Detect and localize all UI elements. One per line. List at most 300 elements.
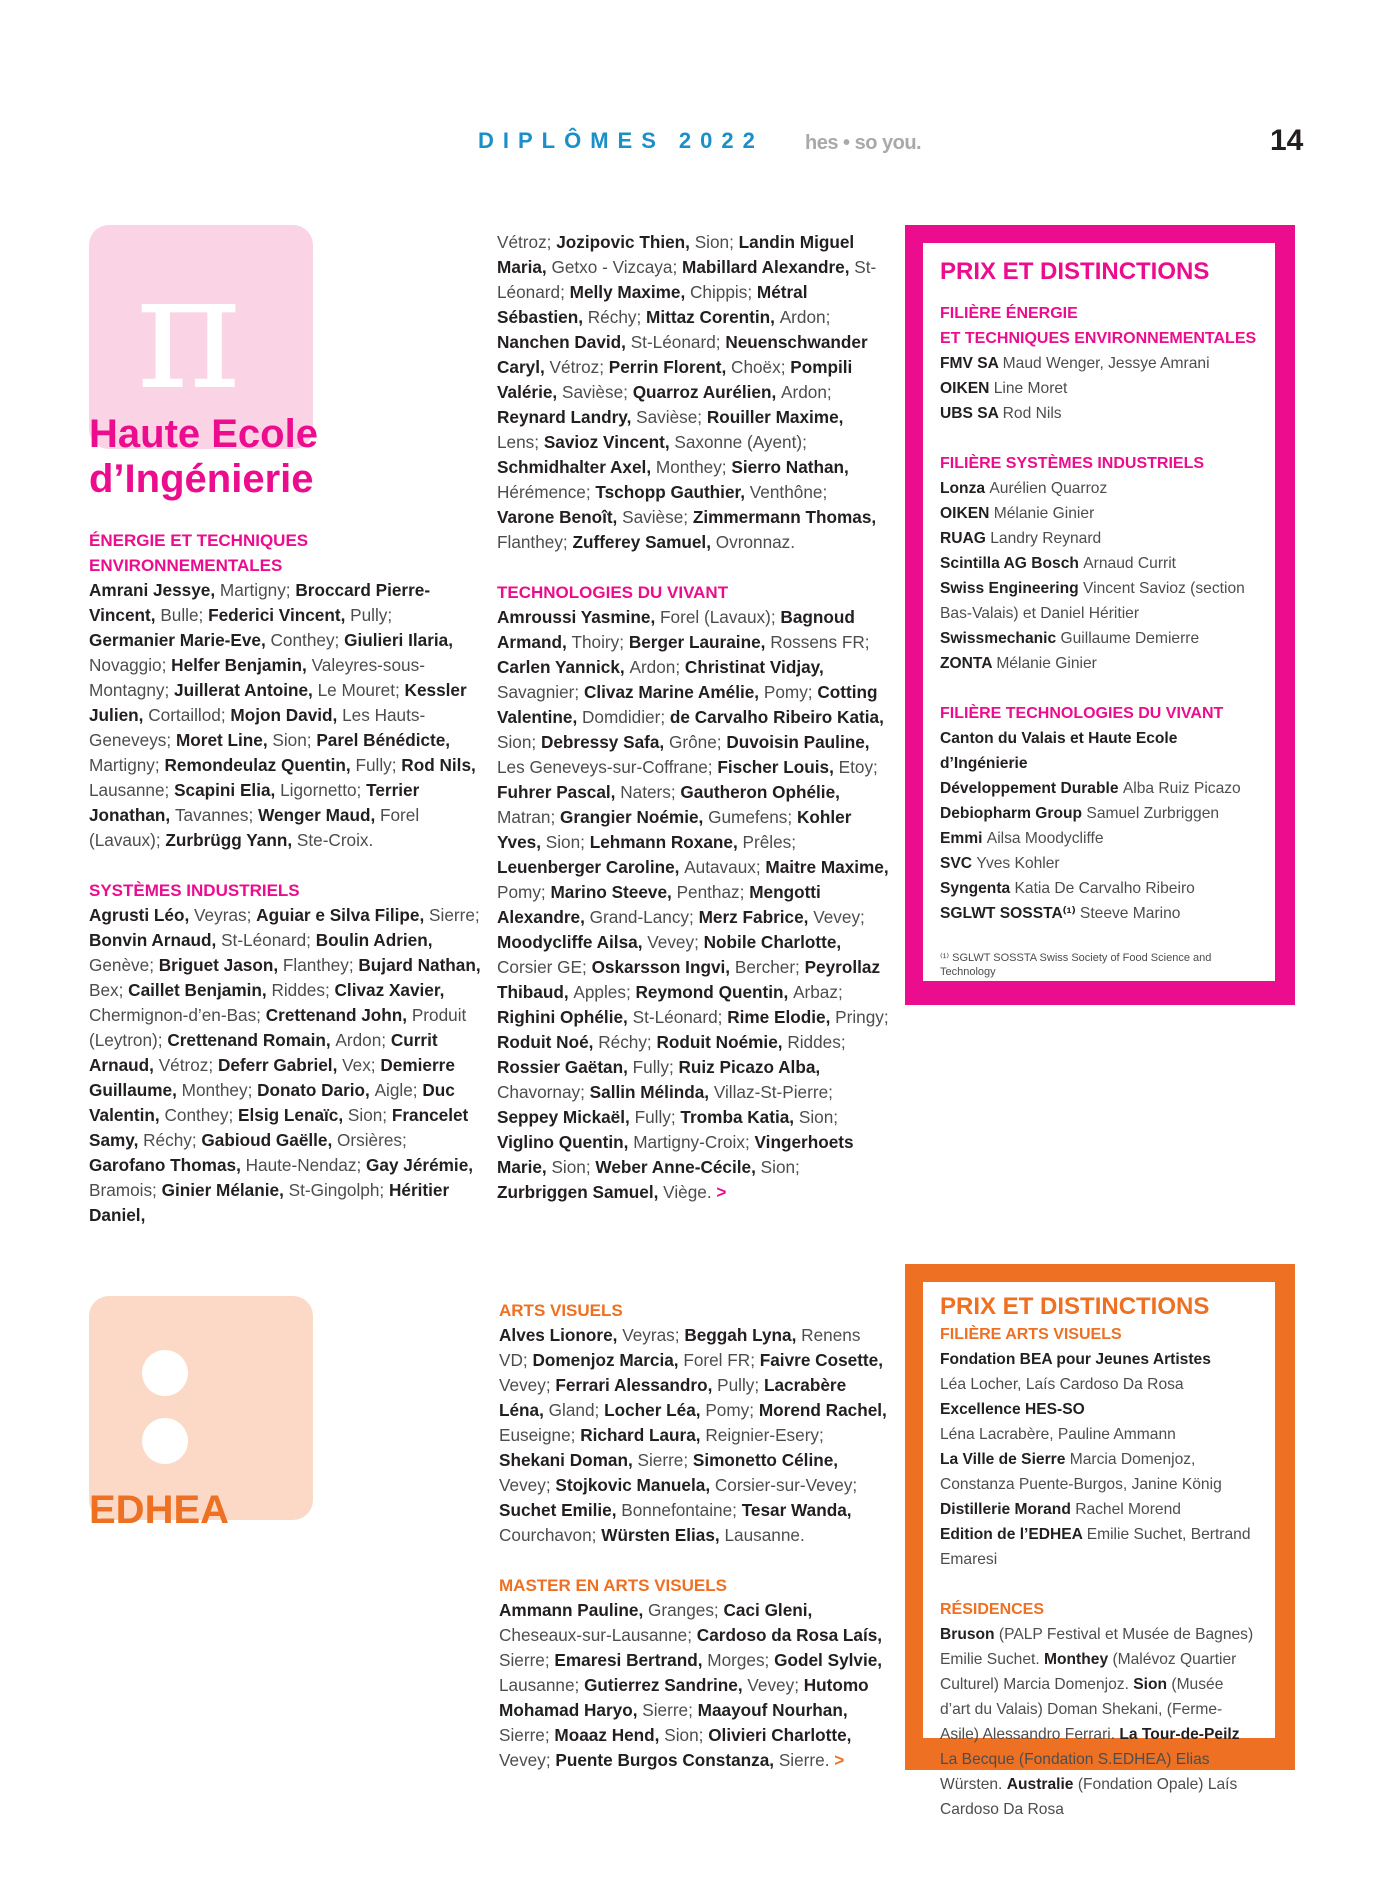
graduate-location: Cheseaux-sur-Lausanne; [499,1625,697,1645]
prize-heading: RÉSIDENCES [940,1601,1045,1618]
graduate-name: Varone Benoît, [497,507,623,527]
prize-entry [940,501,1258,526]
graduate-location: Flanthey; [497,532,573,552]
continue-arrow: > [711,1182,727,1202]
graduate-location: Venthône; [749,482,828,502]
prize-entry [940,576,1258,626]
graduate-location: St-Léonard; [221,930,316,950]
graduate-location: Ste-Croix. [296,830,374,850]
graduate-name: Roduit Noé, [497,1032,599,1052]
graduate-location: Savièse; [561,382,633,402]
prize-sponsor: Lonza [940,480,990,497]
graduate-list [499,1323,891,1548]
edhea-logo-tile [89,1296,313,1520]
graduate-location: Savagnier; [497,682,584,702]
graduate-location: Ardon; [629,657,685,677]
graduate-name: Terrier Jonathan, [89,780,420,825]
header-title-text: DIPLÔMES [478,128,665,153]
graduate-location: Bercher; [734,957,805,977]
prize-recipient: Ailsa Moodycliffe [986,830,1104,847]
prize-recipient: Katia De Carvalho Ribeiro [1014,880,1195,897]
graduate-location: Bulle; [160,605,209,625]
prize-sponsor: Swiss Engineering [940,580,1083,597]
graduate-name: Richard Laura, [580,1425,706,1445]
section-heading: MASTER EN ARTS VISUELS [499,1576,727,1595]
graduate-location: Riddes; [271,980,335,1000]
graduate-name: Hutomo Mohamad Haryo, [499,1675,869,1720]
prize-sponsor: Excellence HES-SO [940,1401,1085,1418]
prize-entry [940,876,1258,901]
graduate-name: Cotting Valentine, [497,682,878,727]
graduate-name: Simonetto Céline, [692,1450,839,1470]
graduate-location: Pomy; [497,882,551,902]
graduate-name: Briguet Jason, [158,955,283,975]
prize-entry [940,1347,1258,1372]
graduate-name: Seppey Mickaël, [497,1107,635,1127]
graduate-name: Caci Gleni, [723,1600,813,1620]
graduate-name: Locher Léa, [604,1400,706,1420]
prize-sponsor: SVC [940,855,977,872]
section-heading: SYSTÈMES INDUSTRIELS [89,881,300,900]
graduate-location: Matran; [497,807,561,827]
graduate-name: Schmidhalter Axel, [497,457,656,477]
prize-sponsor: Syngenta [940,880,1015,897]
graduate-name: Wenger Maud, [258,805,380,825]
graduate-location: St-Léonard; [630,332,726,352]
prize-entry [940,351,1258,376]
colon-dots-icon-lower [142,1418,188,1464]
graduate-location: Rossens FR; [770,632,870,652]
graduate-name: de Carvalho Ribeiro Katia, [669,707,884,727]
residence-detail: (Malévoz Quartier Culturel) Marcia Domenjoz. [940,1651,1237,1693]
graduate-name: Mojon David, [230,705,343,725]
graduate-name: Suchet Emilie, [499,1500,622,1520]
graduate-name: Clivaz Marine Amélie, [583,682,764,702]
prize-recipient: Arnaud Currit [1083,555,1176,572]
prize-heading: ET TECHNIQUES ENVIRONNEMENTALES [940,330,1257,347]
graduate-location: Saxonne (Ayent); [674,432,807,452]
graduate-location: Sion; [497,732,541,752]
graduate-name: Agrusti Léo, [89,905,195,925]
spacer [940,426,1258,451]
graduate-name: Donato Dario, [257,1080,375,1100]
spacer [940,926,1258,951]
graduate-name: Debressy Safa, [540,732,669,752]
graduate-location: Renens VD; [499,1325,861,1370]
graduate-location: Sion; [551,1157,596,1177]
graduate-location: Martigny-Croix; [633,1132,755,1152]
residence-place: Monthey [1044,1651,1113,1668]
graduate-location: Domdidier; [582,707,670,727]
graduate-location: Hérémence; [497,482,596,502]
graduate-location: Pringy; [835,1007,889,1027]
prize-sponsor: ZONTA [940,655,997,672]
graduate-name: Emaresi Bertrand, [554,1650,708,1670]
graduate-location: St-Léonard; [632,1007,728,1027]
graduate-name: Germanier Marie-Eve, [89,630,271,650]
graduate-location: Sierre; [499,1650,555,1670]
graduate-location: Fully; [355,755,402,775]
graduate-name: Broccard Pierre-Vincent, [89,580,431,625]
graduate-list [89,578,481,853]
graduate-location: Getxo - Vizcaya; [551,257,683,277]
graduate-location: Grand-Lancy; [589,907,699,927]
prize-sponsor: Debiopharm Group [940,805,1087,822]
graduate-location: Tavannes; [174,805,259,825]
prize-entry [940,851,1258,876]
spacer [89,853,481,878]
graduate-location: Grône; [668,732,727,752]
graduate-location: Conthey; [164,1105,239,1125]
residences-list [940,1622,1258,1822]
prize-heading: FILIÈRE SYSTÈMES INDUSTRIELS [940,455,1205,472]
graduate-location: Vevey; [499,1750,556,1770]
edhea-prizes-title: PRIX ET DISTINCTIONS [940,1293,1210,1320]
prize-heading: FILIÈRE ÉNERGIE [940,305,1078,322]
graduate-location: Les Hauts-Geneveys; [89,705,426,750]
graduate-location: Gumefens; [708,807,797,827]
graduate-name: Remondeulaz Quentin, [164,755,356,775]
graduate-location: Bex; [89,980,129,1000]
graduate-name: Duvoisin Pauline, [726,732,870,752]
graduate-name: Nobile Charlotte, [703,932,842,952]
graduate-name: Zimmermann Thomas, [692,507,877,527]
prize-sponsor: Emmi [940,830,987,847]
residence-detail: (Musée d’art du Valais) Doman Shekani, (Ferme-Asile) Alessandro Ferrari. [940,1676,1224,1743]
graduate-name: Morend Rachel, [758,1400,887,1420]
graduate-list [89,903,481,1228]
prize-entry [940,1372,1258,1397]
graduate-location: Viège. [663,1182,712,1202]
graduate-location: Etoy; [838,757,878,777]
prize-recipient: Mélanie Ginier [993,505,1095,522]
graduate-location: Forel (Lavaux); [660,607,781,627]
prize-recipient: Guillaume Demierre [1060,630,1200,647]
graduate-location: Ardon; [779,307,831,327]
graduate-location: Bramois; [89,1180,162,1200]
hei-column-1 [89,528,481,1228]
colon-dots-icon [142,1350,188,1396]
graduate-location: Granges; [648,1600,724,1620]
graduate-location: Morges; [707,1650,775,1670]
graduate-name: Nanchen David, [497,332,631,352]
prize-sponsor: Canton du Valais et Haute Ecole d’Ingénierie [940,730,1178,772]
spacer [940,676,1258,701]
graduate-location: Vétroz; [497,232,557,252]
prize-sponsor: RUAG [940,530,991,547]
graduate-name: Moaaz Hend, [554,1725,665,1745]
graduate-name: Aguiar e Silva Filipe, [256,905,430,925]
graduate-name: Duc Valentin, [89,1080,455,1125]
graduate-name: Cardoso da Rosa Laís, [696,1625,883,1645]
footnote: ⁽¹⁾ SGLWT SOSSTA Swiss Society of Food Science and Technology [940,952,1212,978]
prize-sponsor: Développement Durable [940,780,1123,797]
graduate-location: Sion; [798,1107,839,1127]
graduate-location: Flanthey; [282,955,359,975]
prize-recipient: Rachel Morend [1075,1501,1181,1518]
prize-recipient: Alba Ruiz Picazo [1122,780,1241,797]
graduate-name: Fuhrer Pascal, [497,782,621,802]
graduate-name: Elsig Lenaïc, [238,1105,348,1125]
graduate-location: Lausanne; [89,780,175,800]
graduate-location: Bonnefontaine; [621,1500,742,1520]
graduate-name: Shekani Doman, [499,1450,638,1470]
graduate-name: Bonvin Arnaud, [89,930,222,950]
hei-prizes-content [923,243,1275,981]
graduate-name: Tromba Katia, [680,1107,799,1127]
graduate-list [499,1598,891,1773]
edhea-column [499,1298,891,1773]
graduate-location: Valeyres-sous-Montagny; [89,655,425,700]
graduate-location: Aigle; [374,1080,423,1100]
hei-prizes-list [940,301,1258,979]
graduate-location: Villaz-St-Pierre; [713,1082,833,1102]
graduate-location: Gland; [548,1400,605,1420]
graduate-location: Autavaux; [684,857,766,877]
graduate-name: Peyrollaz Thibaud, [497,957,881,1002]
spacer [499,1548,891,1573]
spacer [940,1572,1258,1597]
graduate-name: Tschopp Gauthier, [595,482,750,502]
graduate-name: Crettenand Romain, [167,1030,336,1050]
page-number: 14 [1270,124,1304,157]
graduate-name: Sierro Nathan, [731,457,849,477]
prize-entry [940,901,1258,926]
prize-recipient: Samuel Zurbriggen [1086,805,1220,822]
graduate-name: Federici Vincent, [208,605,351,625]
graduate-name: Mittaz Corentin, [646,307,780,327]
graduate-name: Parel Bénédicte, [316,730,451,750]
prize-entry [940,476,1258,501]
graduate-location: Vevey; [813,907,865,927]
prize-sponsor: SGLWT SOSSTA⁽¹⁾ [940,905,1080,922]
graduate-location: Cortaillod; [148,705,231,725]
graduate-name: Marino Steeve, [550,882,677,902]
prize-recipient: Mélanie Ginier [996,655,1097,672]
residence-place: Bruson [940,1626,999,1643]
graduate-name: Neuenschwander Caryl, [497,332,868,377]
graduate-location: Sion; [694,232,739,252]
prize-recipient: Maud Wenger, Jessye Amrani [1002,355,1210,372]
graduate-location: Sion; [545,832,590,852]
prize-entry [940,726,1258,776]
graduate-name: Pompili Valérie, [497,357,853,402]
graduate-name: Amroussi Yasmine, [497,607,661,627]
graduate-location: Forel (Lavaux); [89,805,420,850]
graduate-location: Lausanne; [499,1675,585,1695]
prize-recipient: Emilie Suchet, Bertrand Emaresi [940,1526,1251,1568]
prize-entry [940,526,1258,551]
graduate-location: Sierre; [499,1725,555,1745]
graduate-name: Landin Miguel Maria, [497,232,855,277]
prize-recipient: Léa Locher, Laís Cardoso Da Rosa [940,1376,1184,1393]
graduate-list [497,230,889,555]
hei-school-name [89,412,318,502]
prize-recipient: Landry Reynard [990,530,1102,547]
graduate-location: Genève; [89,955,159,975]
hei-school-line1: Haute Ecole [89,412,318,456]
edhea-prizes-box [905,1264,1295,1818]
residence-place: Sion [1133,1676,1172,1693]
graduate-location: Sion; [272,730,317,750]
graduate-location: Veyras; [194,905,257,925]
header-tagline: hes • so you. [805,132,922,154]
prize-entry [940,376,1258,401]
graduate-location: Corsier GE; [497,957,592,977]
graduate-name: Helfer Benjamin, [171,655,312,675]
graduate-name: Boulin Adrien, [315,930,433,950]
graduate-name: Lacrabère Léna, [499,1375,847,1420]
graduate-name: Grangier Noémie, [560,807,709,827]
graduate-name: Maitre Maxime, [765,857,889,877]
graduate-name: Vingerhoets Marie, [497,1132,854,1177]
graduate-name: Rod Nils, [401,755,476,775]
hei-prizes-title: PRIX ET DISTINCTIONS [940,258,1210,285]
edhea-prizes-content [923,1282,1275,1818]
prize-entry [940,626,1258,651]
graduate-name: Puente Burgos Constanza, [555,1750,779,1770]
section-heading: TECHNOLOGIES DU VIVANT [497,583,729,602]
graduate-location: Sierre; [429,905,480,925]
residence-detail: La Becque (Fondation S.EDHEA) Elias Würsten. [940,1751,1210,1793]
graduate-name: Lehmann Roxane, [589,832,743,852]
graduate-name: Viglino Quentin, [497,1132,634,1152]
prize-entry [940,1422,1258,1447]
graduate-name: Gutierrez Sandrine, [584,1675,748,1695]
graduate-location: Ligornetto; [280,780,367,800]
graduate-name: Domenjoz Marcia, [532,1350,684,1370]
graduate-name: Jozipovic Thien, [556,232,695,252]
edhea-school-name: EDHEA [89,1488,230,1532]
graduate-location: Savièse; [636,407,707,427]
graduate-location: Euseigne; [499,1425,581,1445]
graduate-location: Le Mouret; [317,680,405,700]
graduate-name: Sallin Mélinda, [589,1082,714,1102]
prize-entry [940,1522,1258,1572]
graduate-name: Würsten Elias, [601,1525,725,1545]
prize-entry [940,401,1258,426]
graduate-name: Gay Jérémie, [366,1155,474,1175]
graduate-location: Sion; [347,1105,392,1125]
graduate-location: Réchy; [143,1130,202,1150]
prize-entry [940,826,1258,851]
prize-entry [940,651,1258,676]
continue-arrow: > [829,1750,845,1770]
graduate-location: Lens; [497,432,544,452]
graduate-name: Giulieri Ilaria, [344,630,453,650]
graduate-location: Martigny; [219,580,296,600]
graduate-name: Ruiz Picazo Alba, [678,1057,821,1077]
graduate-location: Vex; [342,1055,381,1075]
graduate-name: Kohler Yves, [497,807,852,852]
graduate-location: Vevey; [747,1675,804,1695]
prize-entry [940,551,1258,576]
graduate-name: Bujard Nathan, [358,955,481,975]
prize-entry [940,801,1258,826]
graduate-list [497,605,889,1205]
graduate-name: Bagnoud Armand, [497,607,855,652]
prize-recipient: Aurélien Quarroz [989,480,1108,497]
graduate-name: Deferr Gabriel, [217,1055,343,1075]
prize-recipient: Line Moret [993,380,1068,397]
graduate-location: Haute-Nendaz; [245,1155,367,1175]
graduate-location: Penthaz; [676,882,750,902]
graduate-location: Ardon; [781,382,832,402]
graduate-name: Leuenberger Caroline, [497,857,685,877]
graduate-name: Mengotti Alexandre, [497,882,821,927]
graduate-name: Rossier Gaëtan, [497,1057,633,1077]
graduate-location: Fully; [632,1057,679,1077]
prize-recipient: Rod Nils [1002,405,1062,422]
spacer [497,555,889,580]
prize-sponsor: Edition de l’EDHEA [940,1526,1087,1543]
header-year: 2022 [678,128,764,153]
graduate-name: Zurbrügg Yann, [165,830,297,850]
graduate-name: Moodycliffe Ailsa, [497,932,648,952]
graduate-location: Pomy; [763,682,818,702]
graduate-location: Ardon; [335,1030,391,1050]
graduate-name: Merz Fabrice, [698,907,814,927]
graduate-location: Chippis; [690,282,757,302]
graduate-location: Monthey; [181,1080,258,1100]
prize-entry [940,776,1258,801]
graduate-name: Righini Ophélie, [497,1007,633,1027]
graduate-name: Oskarsson Ingvi, [591,957,735,977]
section-heading: ARTS VISUELS [499,1301,623,1320]
graduate-name: Reymond Quentin, [635,982,794,1002]
graduate-name: Clivaz Xavier, [334,980,445,1000]
hei-prizes-box [905,225,1295,1005]
hei-school-line2: d’Ingénierie [89,456,314,501]
prize-heading: FILIÈRE TECHNOLOGIES DU VIVANT [940,705,1224,722]
graduate-name: Faivre Cosette, [759,1350,883,1370]
prize-sponsor: OIKEN [940,380,994,397]
graduate-location: Vevey; [499,1475,556,1495]
graduate-name: Maayouf Nourhan, [697,1700,848,1720]
graduate-location: Sion; [664,1725,709,1745]
graduate-location: Arbaz; [793,982,843,1002]
prize-sponsor: La Ville de Sierre [940,1451,1070,1468]
graduate-name: Francelet Samy, [89,1105,469,1150]
graduate-name: Fischer Louis, [717,757,839,777]
graduate-name: Demierre Guillaume, [89,1055,455,1100]
graduate-location: Savièse; [622,507,693,527]
prize-recipient: Steeve Marino [1079,905,1181,922]
prize-entry [940,1447,1258,1497]
prize-entry [940,1397,1258,1422]
graduate-location: Sierre. [778,1750,830,1770]
graduate-name: Ginier Mélanie, [161,1180,289,1200]
graduate-name: Stojkovic Manuela, [555,1475,715,1495]
graduate-location: Pully; [350,605,393,625]
graduate-location: Chavornay; [497,1082,590,1102]
graduate-name: Mabillard Alexandre, [682,257,855,277]
graduate-name: Berger Lauraine, [628,632,771,652]
section-heading: ÉNERGIE ET TECHNIQUES ENVIRONNEMENTALES [89,531,309,575]
graduate-name: Rouiller Maxime, [706,407,844,427]
graduate-location: Reignier-Esery; [705,1425,824,1445]
graduate-location: Fully; [634,1107,681,1127]
graduate-location: St-Léonard; [497,257,877,302]
prize-sponsor: UBS SA [940,405,1003,422]
graduate-name: Roduit Noémie, [656,1032,788,1052]
header-title [478,128,764,154]
graduate-location: Sierre; [642,1700,698,1720]
prize-recipient: Marcia Domenjoz, Constanza Puente-Burgos, Janine König [940,1451,1222,1493]
graduate-location: Forel FR; [683,1350,760,1370]
residence-place: Australie [1006,1776,1078,1793]
graduate-location: Choëx; [731,357,791,377]
